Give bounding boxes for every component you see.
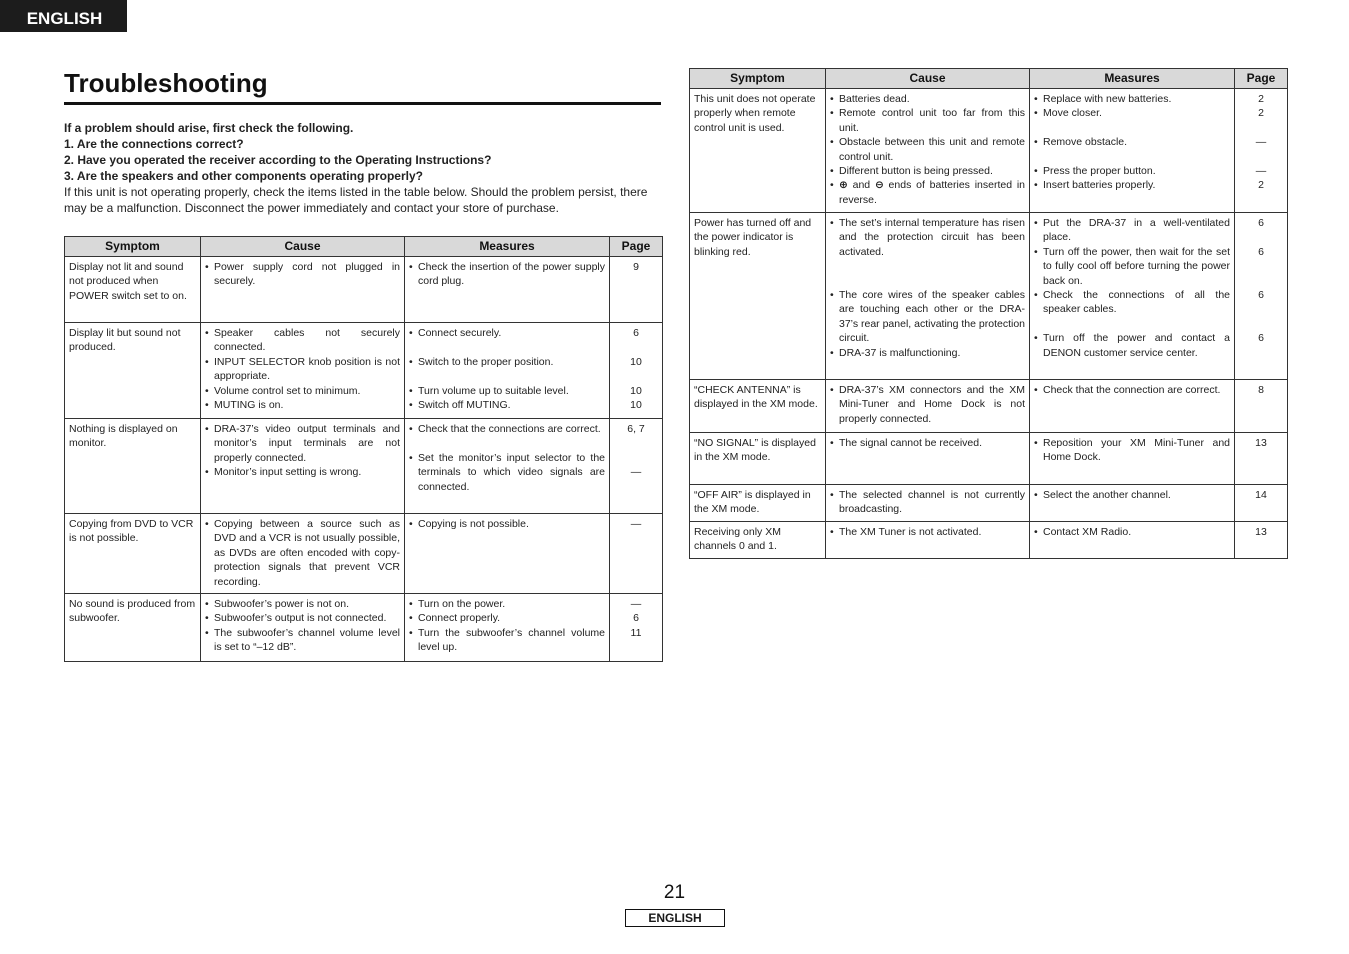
- cause-item: • The core wires of the speaker cables are touching each other or the DRA-37’s rear panel, activating the protection circuit.: [830, 288, 1025, 346]
- plus-terminal-icon: ⊕: [839, 179, 848, 192]
- page-cell: [1235, 380, 1288, 433]
- language-tab: ENGLISH: [0, 0, 127, 32]
- symptom-cell: Power has turned off and the power indicator is blinking red.: [690, 213, 826, 380]
- measure-item: • Connect properly.: [409, 611, 605, 625]
- page-cell: [1235, 485, 1288, 522]
- cause-cell: [201, 514, 405, 594]
- cause-item: • The set’s internal temperature has risen and the protection circuit has been activated.: [830, 216, 1025, 259]
- intro-lead: If a problem should arise, first check the following.: [64, 121, 354, 135]
- measures-header: Measures: [1030, 69, 1235, 89]
- cause-item: • The subwoofer’s channel volume level is set to “–12 dB”.: [205, 626, 400, 655]
- page-ref: 10: [630, 399, 642, 411]
- page-ref: 13: [1255, 525, 1267, 538]
- symptom-cell: “CHECK ANTENNA” is displayed in the XM mode.: [690, 380, 826, 433]
- measures-cell: [405, 514, 610, 594]
- table-header-row: [65, 237, 663, 257]
- page-ref: —: [1255, 136, 1267, 149]
- page-title: Troubleshooting: [64, 68, 268, 98]
- measures-cell: [1030, 380, 1235, 433]
- cause-cell: [826, 521, 1030, 558]
- measure-item: • Turn off the power, then wait for the set to fully cool off before turning the power back on.: [1034, 245, 1230, 288]
- measure-item: • Check the connections of all the speaker cables.: [1034, 288, 1230, 317]
- symptom-cell: “NO SIGNAL” is displayed in the XM mode.: [690, 433, 826, 485]
- page-cell: [610, 419, 663, 514]
- page-ref: 11: [630, 626, 642, 639]
- page-ref: —: [630, 518, 642, 530]
- cause-item: • INPUT SELECTOR knob position is not appropriate.: [205, 355, 400, 384]
- table-row: [690, 89, 1288, 213]
- measure-item: • Switch off MUTING.: [409, 398, 605, 412]
- title-underline: [64, 102, 661, 105]
- cause-item: • The XM Tuner is not activated.: [830, 525, 1025, 539]
- cause-item: • MUTING is on.: [205, 398, 400, 412]
- cause-item: • The selected channel is not currently broadcasting.: [830, 488, 1025, 517]
- cause-item: • Subwoofer’s output is not connected.: [205, 611, 400, 625]
- cause-item: • DRA-37’s XM connectors and the XM Mini-Tuner and Home Dock is not properly connected.: [830, 383, 1025, 426]
- troubleshooting-table-left: [64, 236, 663, 662]
- page-cell: [1235, 89, 1288, 213]
- measures-cell: [1030, 89, 1235, 213]
- cause-item: • DRA-37 is malfunctioning.: [830, 346, 1025, 360]
- measure-item: • Turn on the power.: [409, 597, 605, 611]
- intro-note: If this unit is not operating properly, check the items listed in the table below. Should the problem persist, there may be a malfunction. Disconnect the power immediately and contact your store of purchase.: [64, 185, 648, 215]
- check-list: [64, 136, 664, 184]
- symptom-header: Symptom: [690, 69, 826, 89]
- measure-item: • Contact XM Radio.: [1034, 525, 1230, 539]
- symptom-cell: Copying from DVD to VCR is not possible.: [65, 514, 201, 594]
- table-row: [690, 485, 1288, 522]
- symptom-cell: Nothing is displayed on monitor.: [65, 419, 201, 514]
- measure-item: • Insert batteries properly.: [1034, 178, 1230, 192]
- page-cell: [610, 323, 663, 419]
- measure-item: • Remove obstacle.: [1034, 135, 1230, 149]
- measure-item: • Turn the subwoofer’s channel volume level up.: [409, 626, 605, 655]
- symptom-cell: This unit does not operate properly when remote control unit is used.: [690, 89, 826, 213]
- page-ref: 10: [630, 384, 642, 397]
- measure-item: • Copying is not possible.: [409, 517, 605, 531]
- cause-cell: [826, 433, 1030, 485]
- measure-item: • Connect securely.: [409, 326, 605, 340]
- cause-connector: and: [852, 179, 871, 192]
- table-row: [690, 380, 1288, 433]
- symptom-cell: “OFF AIR” is displayed in the XM mode.: [690, 485, 826, 522]
- cause-item-batteries: [830, 178, 1025, 207]
- check-item: 1. Are the connections correct?: [64, 137, 244, 151]
- page-ref: 2: [1258, 107, 1264, 120]
- measure-item: • Put the DRA-37 in a well-ventilated place.: [1034, 216, 1230, 245]
- page-ref: 6: [1258, 289, 1264, 301]
- measures-cell: [1030, 213, 1235, 380]
- page-cell: [1235, 433, 1288, 485]
- page-ref: 2: [1258, 93, 1264, 105]
- page-ref: 6: [1258, 332, 1264, 345]
- cause-text: ends of batteries inserted in reverse.: [839, 179, 1026, 206]
- cause-cell: [826, 213, 1030, 380]
- page-number: 21: [663, 882, 686, 903]
- cause-cell: [201, 419, 405, 514]
- check-item: 2. Have you operated the receiver according to the Operating Instructions?: [64, 153, 492, 167]
- page-ref: 6: [633, 327, 639, 339]
- symptom-cell: No sound is produced from subwoofer.: [65, 594, 201, 662]
- page-header: Page: [1235, 69, 1288, 89]
- symptom-cell: Receiving only XM channels 0 and 1.: [690, 521, 826, 558]
- measure-item: • Turn off the power and contact a DENON customer service center.: [1034, 331, 1230, 360]
- intro-section: [64, 120, 664, 216]
- cause-item: • Batteries dead.: [830, 92, 1025, 106]
- cause-cell: [826, 89, 1030, 213]
- minus-terminal-icon: ⊖: [874, 179, 884, 192]
- cause-item: • Subwoofer’s power is not on.: [205, 597, 400, 611]
- page-ref: 14: [1255, 489, 1267, 501]
- measure-item: • Turn volume up to suitable level.: [409, 384, 605, 398]
- cause-cell: [201, 257, 405, 323]
- page-ref: 6, 7: [627, 423, 645, 435]
- cause-cell: [201, 594, 405, 662]
- table-row: [65, 419, 663, 514]
- page-ref: 6: [633, 612, 639, 625]
- page-ref: —: [630, 466, 642, 479]
- footer-language-label: ENGLISH: [625, 909, 725, 927]
- troubleshooting-table-right: [689, 68, 1288, 559]
- measure-item: • Press the proper button.: [1034, 164, 1230, 178]
- page-ref: 10: [630, 355, 642, 368]
- page-cell: [1235, 521, 1288, 558]
- measure-item: • Replace with new batteries.: [1034, 92, 1230, 106]
- page-header: Page: [610, 237, 663, 257]
- page-ref: 9: [633, 261, 639, 273]
- measure-item: • Check that the connection are correct.: [1034, 383, 1230, 397]
- table-row: [65, 257, 663, 323]
- page-ref: 2: [1258, 179, 1264, 192]
- page-ref: 6: [1258, 217, 1264, 229]
- table-row: [690, 433, 1288, 485]
- table-header-row: [690, 69, 1288, 89]
- page-cell: [610, 514, 663, 594]
- cause-item: • Volume control set to minimum.: [205, 384, 400, 398]
- cause-cell: [826, 485, 1030, 522]
- table-row: [65, 514, 663, 594]
- cause-item: • The signal cannot be received.: [830, 436, 1025, 450]
- cause-item: • Power supply cord not plugged in securely.: [205, 260, 400, 289]
- table-row: [690, 213, 1288, 380]
- cause-header: Cause: [826, 69, 1030, 89]
- page-cell: [610, 594, 663, 662]
- symptom-header: Symptom: [65, 237, 201, 257]
- table-row: [65, 323, 663, 419]
- measure-item: • Check the insertion of the power supply cord plug.: [409, 260, 605, 289]
- table-row: [690, 521, 1288, 558]
- page-cell: [1235, 213, 1288, 380]
- page-ref: 8: [1258, 384, 1264, 396]
- measure-item: • Move closer.: [1034, 106, 1230, 120]
- page-ref: —: [630, 598, 642, 611]
- cause-item: • Remote control unit too far from this unit.: [830, 106, 1025, 135]
- measure-item: • Select the another channel.: [1034, 488, 1230, 502]
- cause-item: • Different button is being pressed.: [830, 164, 1025, 178]
- cause-item: • Monitor’s input setting is wrong.: [205, 465, 400, 479]
- measures-cell: [1030, 521, 1235, 558]
- cause-item: • Copying between a source such as DVD and a VCR is not usually possible, as DVDs are often encoded with copy-protection signals that prevent VCR recording.: [205, 517, 400, 589]
- page-ref: 13: [1255, 437, 1267, 449]
- page-cell: [610, 257, 663, 323]
- check-item: 3. Are the speakers and other components operating properly?: [64, 169, 423, 183]
- page-ref: —: [1255, 165, 1267, 177]
- measures-cell: [405, 323, 610, 419]
- measures-cell: [405, 257, 610, 323]
- measures-cell: [1030, 433, 1235, 485]
- cause-item: • DRA-37’s video output terminals and monitor’s input terminals are not properly connected.: [205, 422, 400, 465]
- table-row: [65, 594, 663, 662]
- cause-header: Cause: [201, 237, 405, 257]
- cause-cell: [826, 380, 1030, 433]
- symptom-cell: Display lit but sound not produced.: [65, 323, 201, 419]
- cause-item: • Obstacle between this unit and remote control unit.: [830, 135, 1025, 164]
- page-ref: 6: [1258, 245, 1264, 258]
- symptom-cell: Display not lit and sound not produced when POWER switch set to on.: [65, 257, 201, 323]
- measures-header: Measures: [405, 237, 610, 257]
- measures-cell: [1030, 485, 1235, 522]
- measure-item: • Check that the connections are correct.: [409, 422, 605, 436]
- measure-item: • Switch to the proper position.: [409, 355, 605, 369]
- measures-cell: [405, 419, 610, 514]
- measure-item: • Set the monitor’s input selector to the terminals to which video signals are connected.: [409, 451, 605, 494]
- measure-item: • Reposition your XM Mini-Tuner and Home Dock.: [1034, 436, 1230, 465]
- measures-cell: [405, 594, 610, 662]
- cause-cell: [201, 323, 405, 419]
- cause-item: • Speaker cables not securely connected.: [205, 326, 400, 355]
